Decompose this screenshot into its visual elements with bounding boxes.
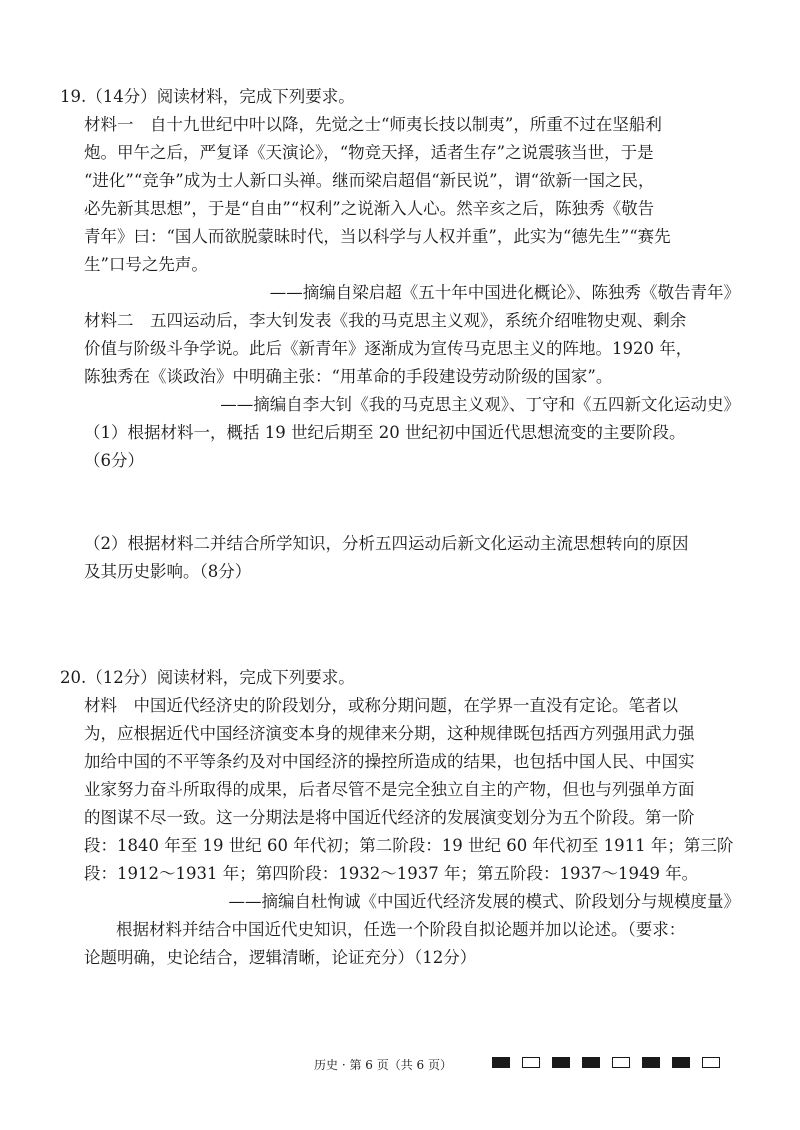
filled-square-mark <box>582 1057 600 1068</box>
hollow-square-mark <box>612 1057 630 1068</box>
filled-square-mark <box>492 1057 510 1068</box>
q19-source1: ——摘编自梁启超《五十年中国进化概论》、陈独秀《敬告青年》 <box>269 283 740 302</box>
q19-material2-line: 材料二 五四运动后，李大钊发表《我的马克思主义观》，系统介绍唯物史观、剩余 <box>84 311 687 330</box>
q20-source: ——摘编自杜恂诚《中国近代经济发展的模式、阶段划分与规模度量》 <box>228 892 740 911</box>
q20-header: 20.（12分）阅读材料，完成下列要求。 <box>60 668 355 687</box>
q20-material-line: 段：1912～1931 年；第四阶段：1932～1937 年；第五阶段：1937～1949 年。 <box>84 864 699 883</box>
q19-material1-line: 炮。甲午之后，严复译《天演论》，“物竞天择，适者生存”之说震骇当世，于是 <box>84 143 654 162</box>
hollow-square-mark <box>702 1057 720 1068</box>
q19-material1-line: 生”口号之先声。 <box>84 255 208 274</box>
q19-material2-line: 价值与阶级斗争学说。此后《新青年》逐渐成为宣传马克思主义的阵地。1920 年， <box>84 339 693 358</box>
hollow-square-mark <box>522 1057 540 1068</box>
page-footer: 历史 · 第 6 页（共 6 页） <box>314 1058 452 1072</box>
q20-material-line: 为，应根据近代中国经济演变本身的规律来分期，这种规律既包括西方列强用武力强 <box>84 724 695 743</box>
q20-task-cont: 论题明确，史论结合，逻辑清晰，论证充分）（12分） <box>84 948 477 967</box>
q20-material-line: 的图谋不尽一致。这一分期法是将中国近代经济的发展演变划分为五个阶段。第一阶 <box>84 808 695 827</box>
q19-material1-line: “进化”“竞争”成为士人新口头禅。继而梁启超倡“新民说”，谓“欲新一国之民， <box>84 171 655 190</box>
filled-square-mark <box>552 1057 570 1068</box>
q19-header: 19.（14分）阅读材料，完成下列要求。 <box>60 87 355 106</box>
q20-task: 根据材料并结合中国近代史知识，任选一个阶段自拟论题并加以论述。（要求： <box>116 920 686 939</box>
q19-subquestion-2-cont: 及其历史影响。（8分） <box>84 562 252 581</box>
q19-subquestion-2: （2）根据材料二并结合所学知识，分析五四运动后新文化运动主流思想转向的原因 <box>84 534 689 553</box>
q20-material-line: 加给中国的不平等条约及对中国经济的操控所造成的结果，也包括中国人民、中国实 <box>84 752 695 771</box>
q20-material-line: 段：1840 年至 19 世纪 60 年代初；第二阶段：19 世纪 60 年代初至 1911 年；第三阶 <box>84 836 734 855</box>
page-marks <box>492 1057 720 1068</box>
q19-material1-line: 材料一 自十九世纪中叶以降，先觉之士“师夷长技以制夷”，所重不过在坚船利 <box>84 115 662 134</box>
q19-subquestion-1: （1）根据材料一，概括 19 世纪后期至 20 世纪初中国近代思想流变的主要阶段。 <box>84 423 686 442</box>
q19-material1-line: 必先新其思想”，于是“自由”“权利”之说渐入人心。然辛亥之后，陈独秀《敬告 <box>84 199 655 218</box>
filled-square-mark <box>642 1057 660 1068</box>
q19-material1-line: 青年》曰：“国人而欲脱蒙昧时代，当以科学与人权并重”，此实为“德先生”“赛先 <box>84 227 671 246</box>
q20-material-line: 材料 中国近代经济史的阶段划分，或称分期问题，在学界一直没有定论。笔者以 <box>84 696 678 715</box>
q20-material-line: 业家努力奋斗所取得的成果，后者尽管不是完全独立自主的产物，但也与列强单方面 <box>84 780 695 799</box>
q19-source2: ——摘编自李大钊《我的马克思主义观》、丁守和《五四新文化运动史》 <box>220 395 740 414</box>
q19-subquestion-1-score: （6分） <box>84 451 144 470</box>
q19-material2-line: 陈独秀在《谈政治》中明确主张：“用革命的手段建设劳动阶级的国家”。 <box>84 367 613 386</box>
filled-square-mark <box>672 1057 690 1068</box>
